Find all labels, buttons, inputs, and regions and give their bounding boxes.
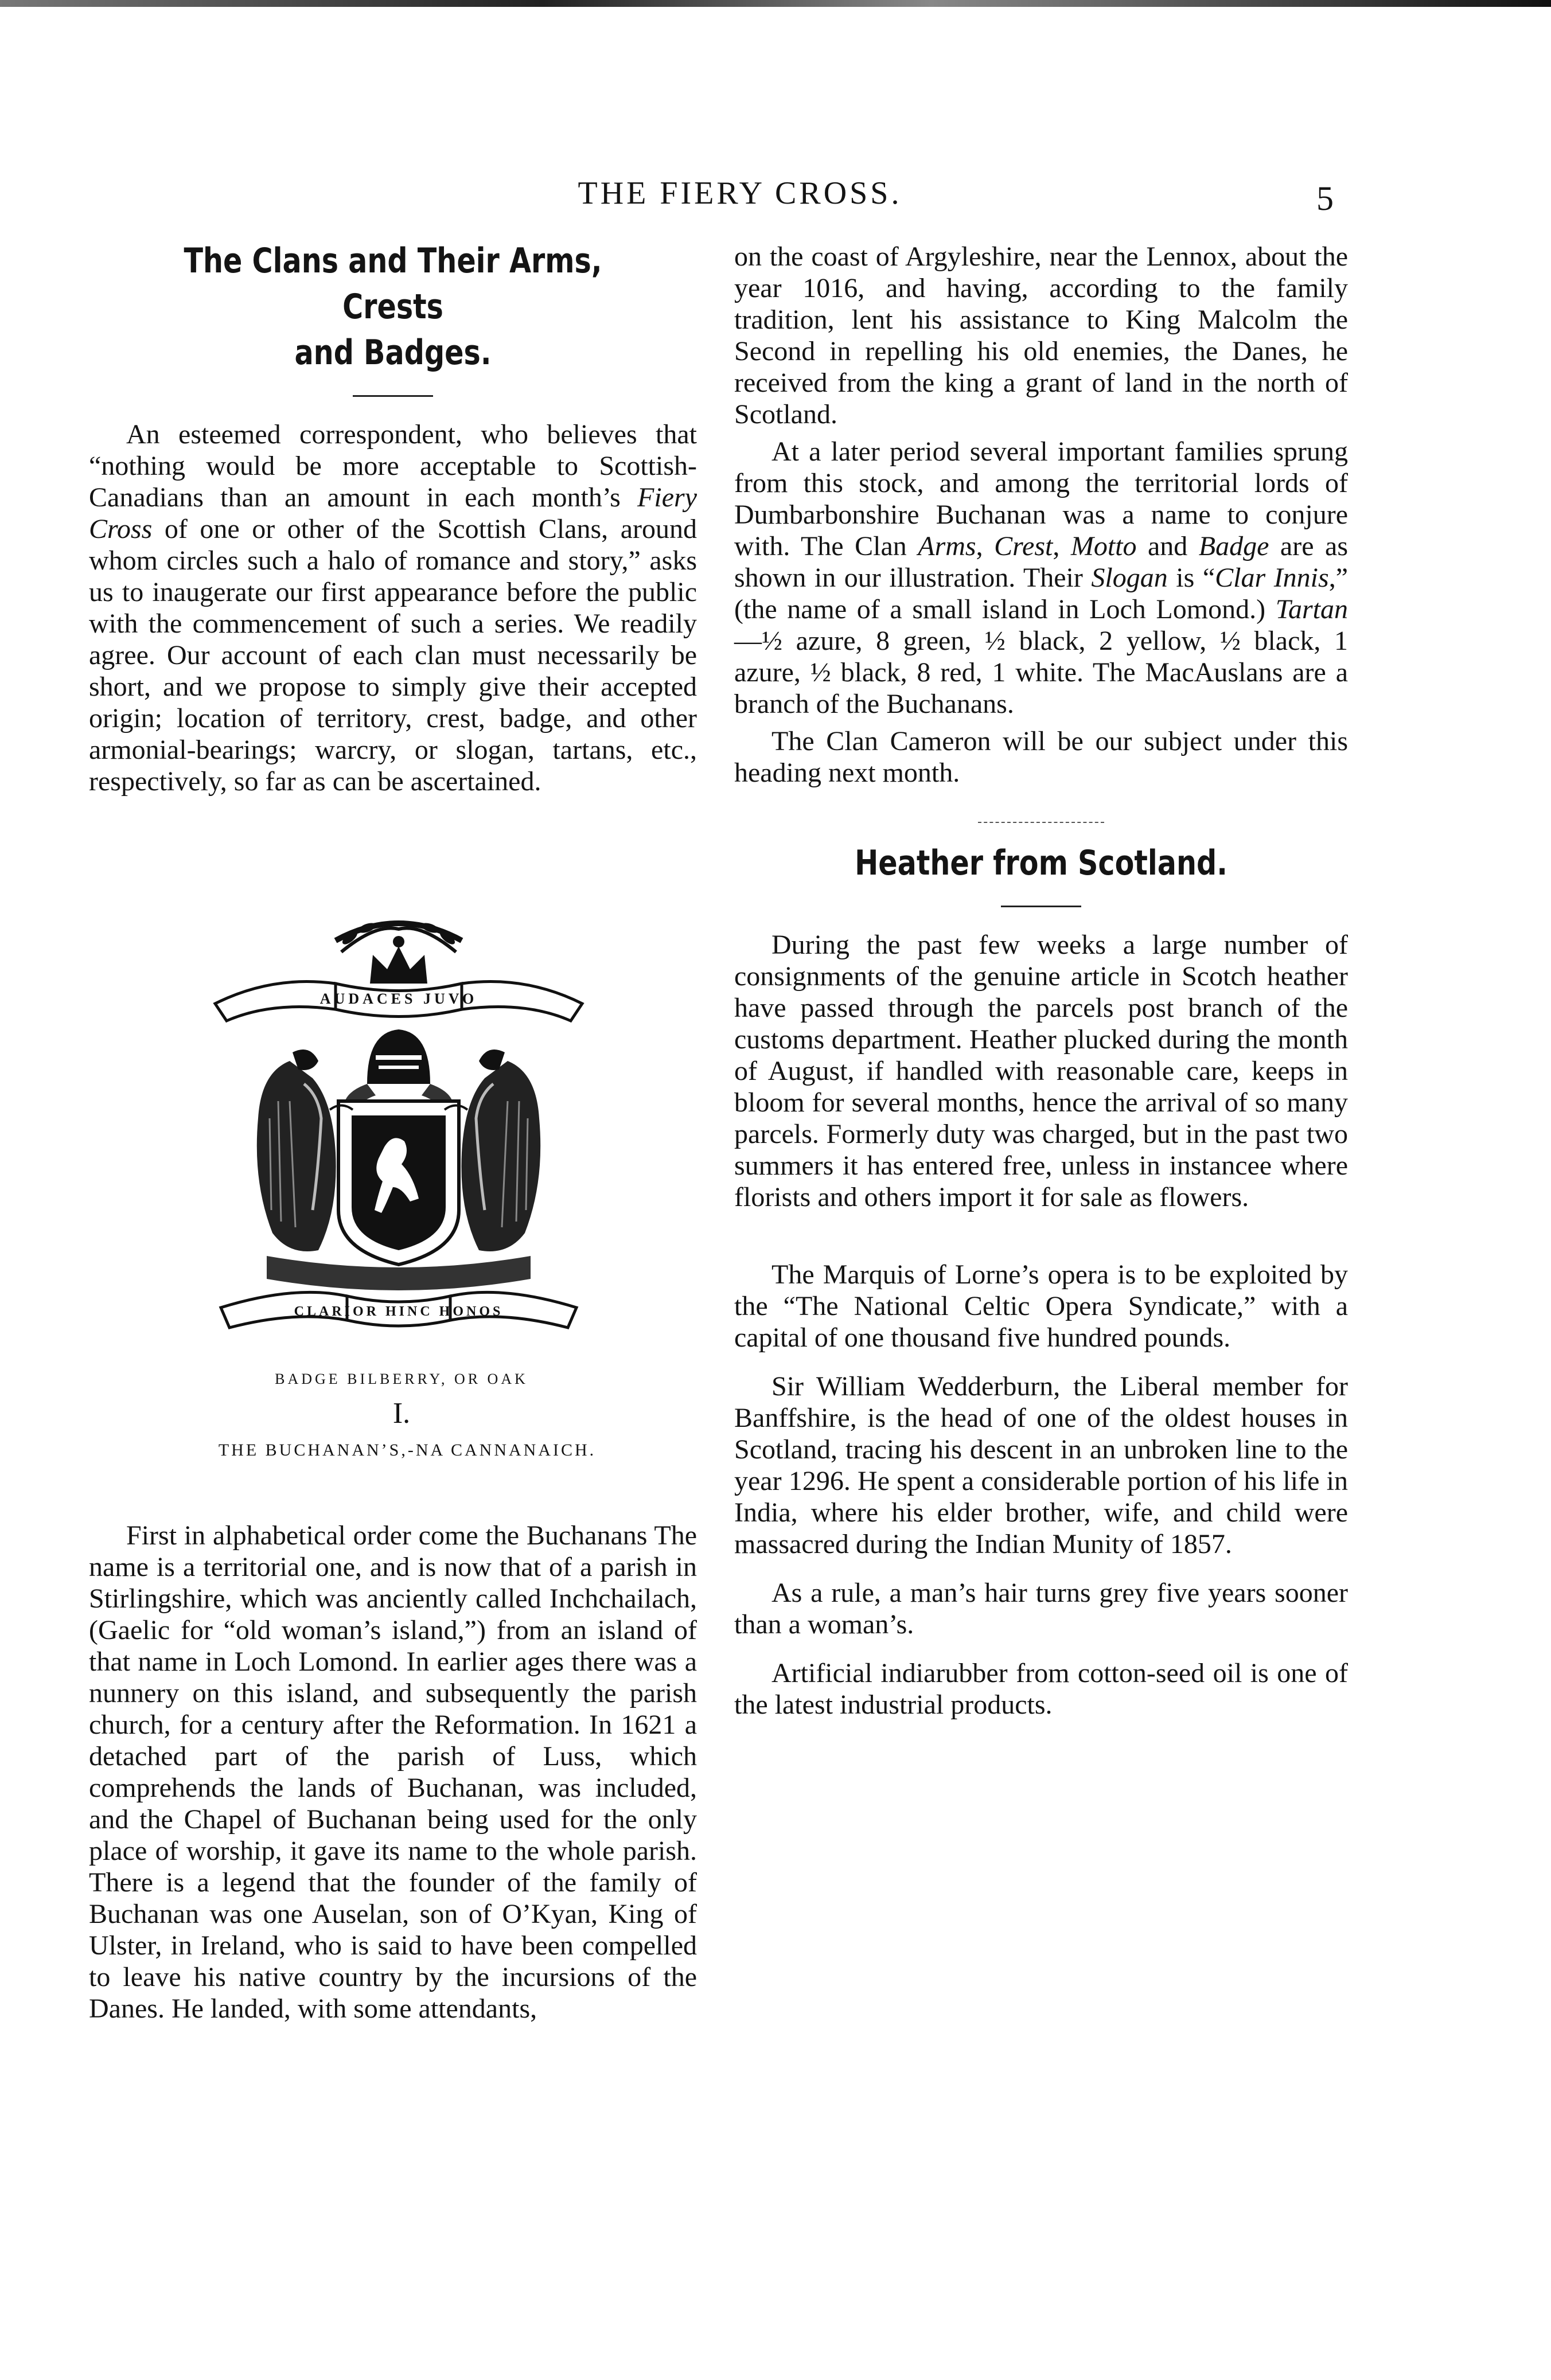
buchanan-arms-paragraph: At a later period several important families sprung from this stock, and among the territorial lords of Dumbarbonshire Buchanan was a name to conjure with. The Clan Arms, Crest, Motto and Badge are as shown in our illustration. Their Slogan is “Clar Innis,” (the name of a small island in Loch Lomond.) Tartan —½ azure, 8 green, ½ black, 2 yellow, ½ black, 1 azure, ½ black, 8 red, 1 white. The MacAuslans are a branch of the Buchanans. bbox=[734, 436, 1348, 719]
page-number: 5 bbox=[1316, 180, 1334, 217]
buchanan-continued-paragraph: on the coast of Argyleshire, near the Lennox, about the year 1016, and having, according to the family tradition, lent his assistance to King Malcolm the Second in repelling his old enemies, the Danes, he received from the king a grant of land in the north of Scotland. bbox=[734, 241, 1348, 430]
motto-bottom-text: CLARIOR HINC HONOS bbox=[294, 1304, 504, 1319]
badge-caption: BADGE BILBERRY, OR OAK bbox=[275, 1371, 528, 1387]
page-top-edge bbox=[0, 0, 1551, 7]
buchanan-coat-of-arms bbox=[204, 912, 594, 1331]
buchanan-history-paragraph: First in alphabetical order come the Buchanans The name is a territorial one, and is now that of a parish in Stirlingshire, which was anciently called Inchchailach, (Gaelic for “old woman’s island,”) from an island of that name in Loch Lomond. In earlier ages there was a nunnery on this island, and subsequently the parish church, for a century after the Reformation. In 1621 a detached part of the parish of Luss, which comprehends the lands of Buchanan, was included, and the Chapel of Buchanan being used for the only place of worship, it gave its name to the whole parish. There is a legend that the founder of the family of Buchanan was one Auselan, son of O’Kyan, King of Ulster, in Ireland, who is said to have been compelled to leave his native country by the incursions of the Danes. He landed, with some attendants, bbox=[89, 1520, 697, 2024]
news-item: The Marquis of Lorne’s opera is to be exploited by the “The National Celtic Opera Syndicate,” with a capital of one thousand five hundred pounds. bbox=[734, 1259, 1348, 1353]
clans-heading bbox=[143, 238, 642, 376]
clans-intro-paragraph: An esteemed correspondent, who believes that “nothing would be more acceptable to Scottish-Canadians than an amount in each month’s Fiery Cross of one or other of the Scottish Clans, around whom circles such a halo of romance and story,” asks us to inaugerate our first appearance before the public with the commencement of such a series. We readily agree. Our account of each clan must necessarily be short, and we propose to simply give their accepted origin; location of territory, crest, badge, and other armonial-bearings; warcry, or slogan, tartans, etc., respectively, so far as can be ascertained. bbox=[89, 419, 697, 797]
heather-heading-rule bbox=[1001, 906, 1081, 907]
motto-top-text: AUDACES JUVO bbox=[319, 990, 478, 1007]
fiery-cross-italic: Fiery Cross bbox=[89, 482, 697, 544]
heather-heading: Heather from Scotland. bbox=[855, 843, 1227, 883]
clans-heading-line2: and Badges. bbox=[294, 333, 492, 373]
news-item: Sir William Wedderburn, the Liberal member for Banffshire, is the head of one of the oldest houses in Scotland, tracing his descent in an unbroken line to the year 1296. He spent a considerable portion of his life in India, where his elder brother, wife, and child were massacred during the Indian Munity of 1857. bbox=[734, 1371, 1348, 1559]
right-column bbox=[734, 241, 1348, 1726]
news-item: As a rule, a man’s hair turns grey five years sooner than a woman’s. bbox=[734, 1578, 1348, 1640]
news-item: Artificial indiarubber from cotton-seed oil is one of the latest industrial products. bbox=[734, 1658, 1348, 1720]
left-column-bottom bbox=[89, 1520, 697, 2030]
next-month-paragraph: The Clan Cameron will be our subject under this heading next month. bbox=[734, 726, 1348, 788]
spacer bbox=[734, 1219, 1348, 1259]
illustration-number: I. bbox=[392, 1397, 411, 1430]
running-head: THE FIERY CROSS. bbox=[578, 175, 902, 211]
left-column-top bbox=[89, 238, 697, 803]
heading-rule bbox=[353, 395, 433, 397]
section-divider bbox=[978, 822, 1104, 823]
clans-heading-line1: The Clans and Their Arms, Crests bbox=[184, 241, 602, 327]
heather-paragraph: During the past few weeks a large number of consignments of the genuine article in Scotch heather have passed through the parcels post branch of the customs department. Heather plucked during the month of August, if handled with reasonable care, keeps in bloom for several months, hence the arrival of so many parcels. Formerly duty was charged, but in the past two summers it has entered free, unless in instancee where florists and others import it for sale as flowers. bbox=[734, 930, 1348, 1212]
clan-caption: THE BUCHANAN’S,-NA CANNANAICH. bbox=[218, 1441, 597, 1460]
